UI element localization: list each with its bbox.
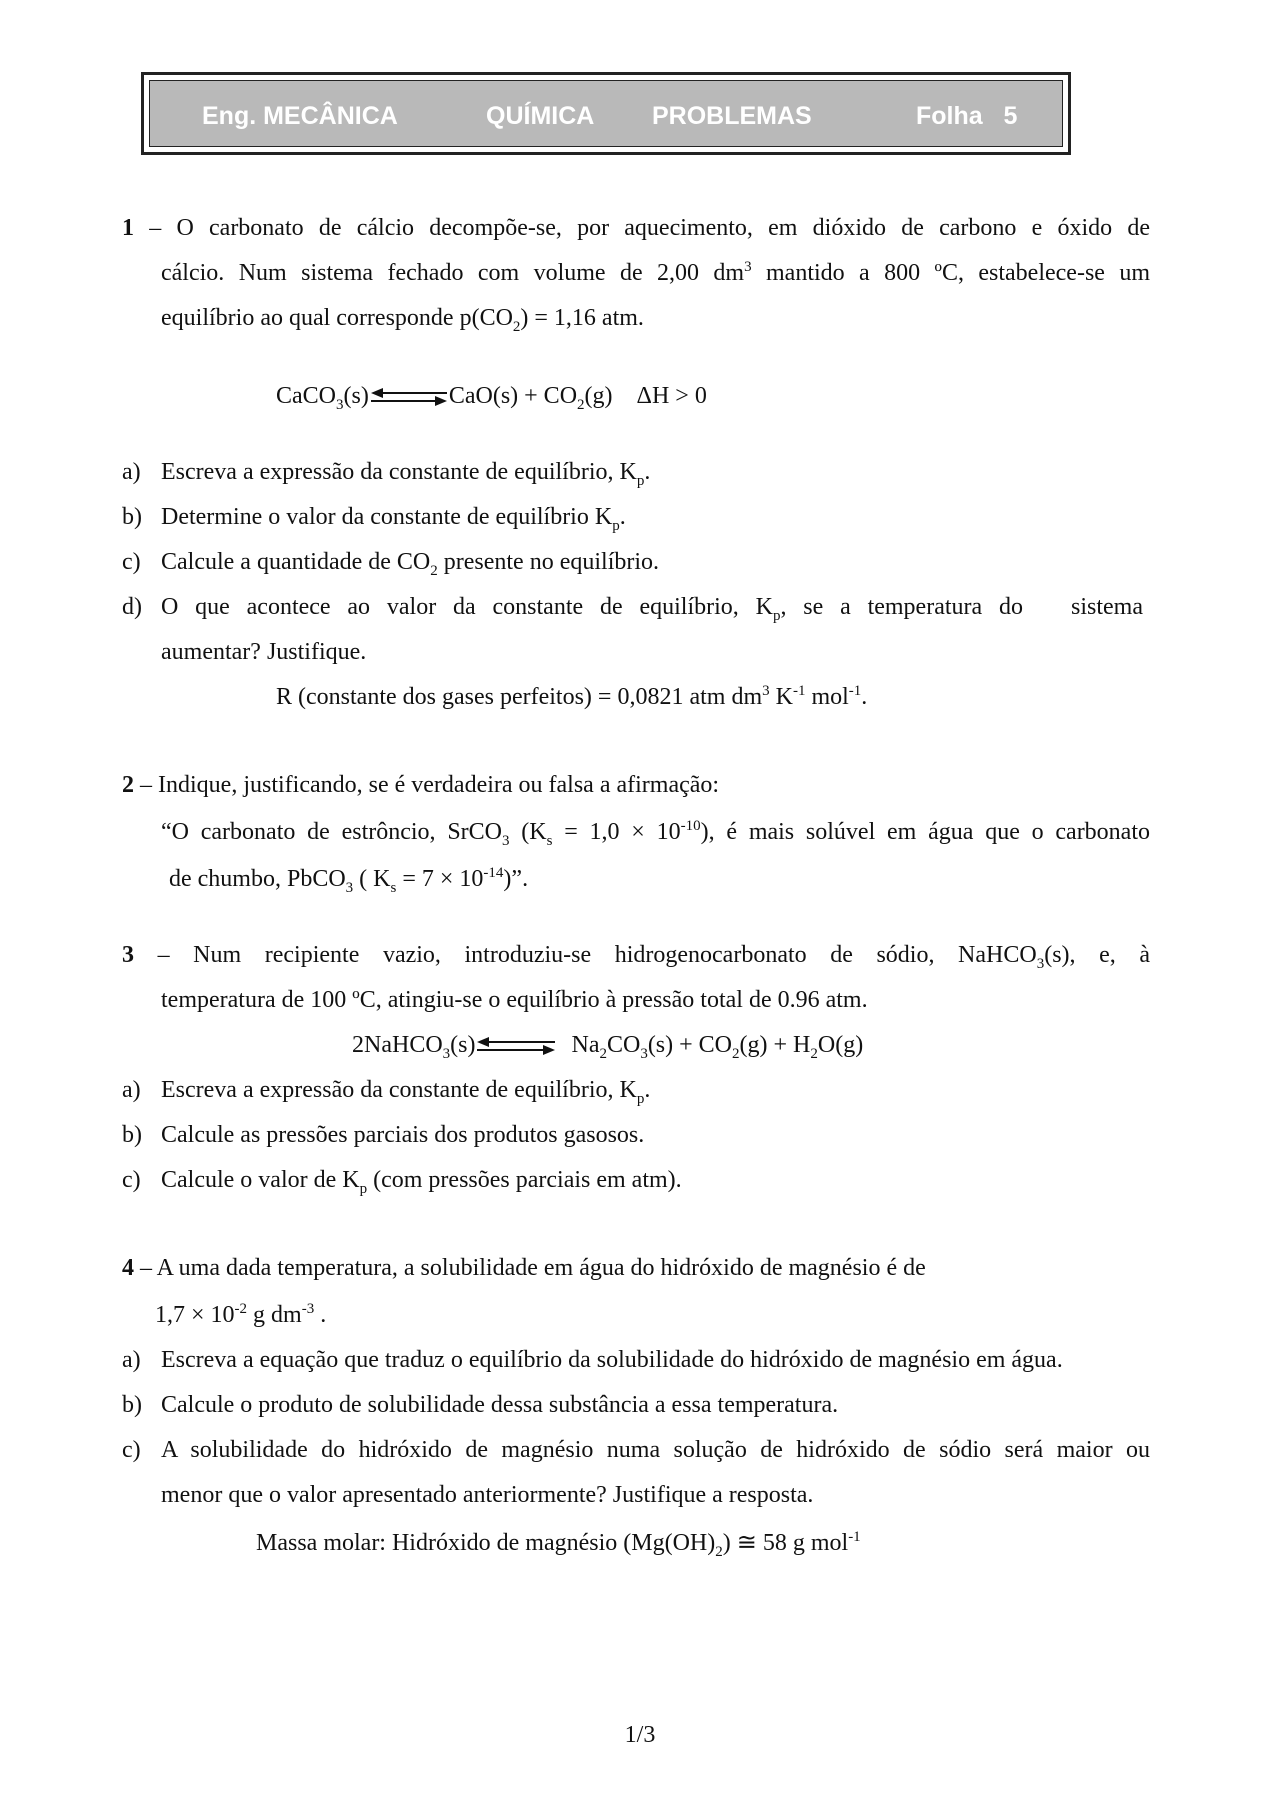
- problem1-item-d-sistema: sistema: [1071, 594, 1143, 620]
- problem3-item-c-label: c): [122, 1167, 141, 1193]
- problem3-item-a-label: a): [122, 1077, 141, 1103]
- problem2-line2: “O carbonato de estrôncio, SrCO$_3$ $(K_s = 1,0 \times 10^{-10})$, é mais solúvel em água que o carbonato: [161, 818, 1151, 849]
- problem1-item-d-label: d): [122, 594, 142, 620]
- problem1-equation: CaCO$_3$(s) $CaO(s) + CO_2(g)$ ΔH > 0: [276, 383, 707, 413]
- problem3-equation: 2NaHCO$_3$(s) $Na_2CO_3(s) + CO_2(g) + H_2O(g)$: [352, 1032, 864, 1062]
- problem1-item-d-line2: aumentar? Justifique.: [161, 639, 367, 665]
- problem4-item-a: Escreva a equação que traduz o equilíbrio da solubilidade do hidróxido de magnésio em água.: [161, 1347, 1063, 1373]
- problem1-item-b: Determine o valor da constante de equilíbrio $K_p$.: [161, 504, 626, 534]
- page-number: 1/3: [624, 1722, 656, 1748]
- problem3-item-b-label: b): [122, 1122, 142, 1148]
- problem2-number: 2: [122, 772, 134, 798]
- problem3-line2: temperatura de 100 ºC, atingiu-se o equilíbrio à pressão total de 0.96 atm.: [161, 987, 868, 1013]
- problem4-item-b-label: b): [122, 1392, 142, 1418]
- equilibrium-arrows-icon: [369, 386, 449, 408]
- problem1-line2: cálcio. Num sistema fechado com volume de 2,00 $dm^3$ mantido a 800 ºC, estabelece-se um: [161, 259, 1151, 286]
- problem2-line3: de chumbo, PbCO$_3$ ( $K_s = 7 \times 10^{-14}$)”.: [169, 865, 529, 896]
- problem4-line2: $1,7 \times 10^{-2}$ g $dm^{-3}$ .: [155, 1301, 327, 1328]
- problem1-number: 1: [122, 215, 134, 241]
- header-course: Eng. MECÂNICA: [202, 102, 398, 130]
- header-type: PROBLEMAS: [652, 102, 812, 130]
- problem1-item-d-line1: O que acontece ao valor da constante de equilíbrio, $K_p$, se a temperatura do: [161, 594, 1023, 624]
- problem1-item-c: Calcule a quantidade de $CO_2$ presente no equilíbrio.: [161, 549, 660, 579]
- problem1-item-a: Escreva a expressão da constante de equilíbrio, $K_p$.: [161, 459, 651, 489]
- problem3-line1: 3 – Num recipiente vazio, introduziu-se hidrogenocarbonato de sódio, NaHCO$_3$(s), e, à: [122, 942, 1150, 972]
- problem3-item-c: Calcule o valor de $K_p$ (com pressões parciais em atm).: [161, 1167, 682, 1197]
- problem3-item-a: Escreva a expressão da constante de equilíbrio, $K_p$.: [161, 1077, 651, 1107]
- problem4-item-c-label: c): [122, 1437, 141, 1463]
- problem3-number: 3: [122, 942, 134, 968]
- header-box: [141, 72, 1071, 155]
- problem2-line1: 2 – Indique, justificando, se é verdadeira ou falsa a afirmação:: [122, 772, 720, 798]
- equilibrium-arrows-icon: [475, 1035, 557, 1057]
- problem4-item-c-line2: menor que o valor apresentado anteriormente? Justifique a resposta.: [161, 1482, 814, 1508]
- problem4-number: 4: [122, 1255, 134, 1281]
- problem4-molar-mass: Massa molar: Hidróxido de magnésio $(Mg(OH)_2)$ ≅ 58 g mol$^{-1}$: [256, 1529, 861, 1560]
- problem1-item-c-label: c): [122, 549, 141, 575]
- problem4-item-b: Calcule o produto de solubilidade dessa substância a essa temperatura.: [161, 1392, 839, 1418]
- problem1-gas-constant: R (constante dos gases perfeitos) = 0,0821 atm $dm^3$ $K^{-1}$ mol$^{-1}$.: [276, 683, 868, 710]
- problem1-item-a-label: a): [122, 459, 141, 485]
- header-bar: [149, 80, 1063, 147]
- problem1-line1: 1 – O carbonato de cálcio decompõe-se, por aquecimento, em dióxido de carbono e óxido de: [122, 215, 1151, 241]
- header-sheet: Folha 5: [916, 102, 1018, 130]
- problem1-line3: equilíbrio ao qual corresponde $p(CO_2) = 1,16$ atm.: [161, 305, 644, 335]
- problem1-item-b-label: b): [122, 504, 142, 530]
- problem4-item-a-label: a): [122, 1347, 141, 1373]
- header-subject: QUÍMICA: [486, 102, 595, 130]
- problem3-item-b: Calcule as pressões parciais dos produtos gasosos.: [161, 1122, 645, 1148]
- problem4-line1: 4 – A uma dada temperatura, a solubilidade em água do hidróxido de magnésio é de: [122, 1255, 926, 1281]
- problem4-item-c-line1: A solubilidade do hidróxido de magnésio numa solução de hidróxido de sódio será maior ou: [161, 1437, 1150, 1463]
